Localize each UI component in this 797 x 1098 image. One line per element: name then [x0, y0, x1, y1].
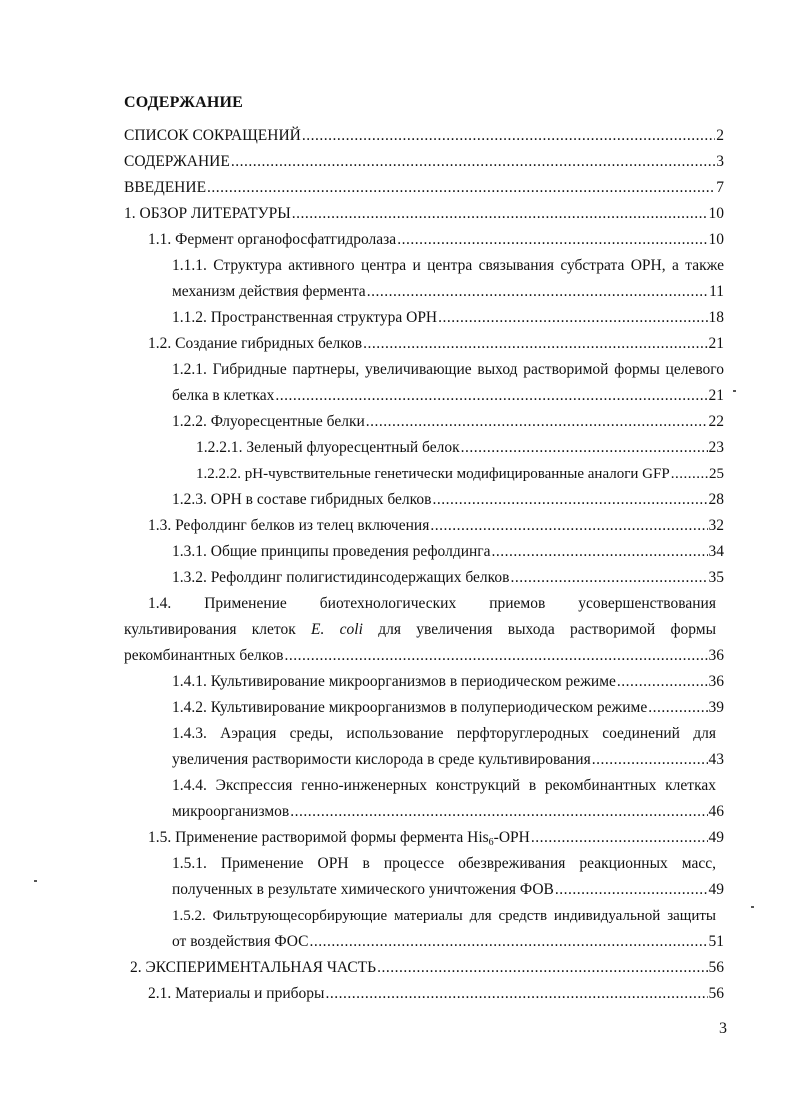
toc-entry-page: 11	[709, 283, 724, 300]
toc-entry-line[interactable]	[148, 594, 716, 614]
toc-entry[interactable]	[172, 880, 724, 900]
toc-entry[interactable]	[148, 516, 724, 536]
dot-leader	[292, 204, 708, 224]
toc-entry[interactable]	[172, 698, 724, 718]
toc-entry[interactable]	[148, 828, 724, 848]
toc-entry[interactable]	[148, 230, 724, 250]
toc-entry-page: 32	[708, 517, 724, 534]
toc-entry-title: 1.1. Фермент органофосфатгидролаза	[148, 231, 397, 248]
toc-entry-page: 2	[716, 127, 724, 144]
toc-entry[interactable]	[172, 802, 724, 822]
toc-entry[interactable]	[124, 646, 724, 666]
toc-entry-page: 46	[708, 803, 724, 820]
toc-entry[interactable]	[172, 568, 724, 588]
dot-leader	[275, 386, 707, 406]
toc-entry-title: ВВЕДЕНИЕ	[124, 179, 207, 196]
toc-entry-page: 36	[708, 647, 724, 664]
toc-entry-title-cont	[124, 620, 716, 640]
dot-leader	[510, 568, 707, 588]
toc-entry-page: 39	[708, 699, 724, 716]
toc-entry-title: 2.1. Материалы и приборы	[148, 985, 325, 1002]
toc-entry[interactable]	[172, 308, 724, 328]
dot-leader	[432, 490, 707, 510]
dot-leader	[310, 932, 708, 952]
toc-entry[interactable]	[148, 984, 724, 1004]
toc-entry-page: 10	[708, 205, 724, 222]
toc-entry-page: 7	[716, 179, 724, 196]
toc-entry-title: СПИСОК СОКРАЩЕНИЙ	[124, 127, 301, 144]
scan-speck	[34, 880, 37, 882]
page-title: СОДЕРЖАНИЕ	[124, 94, 244, 111]
dot-leader	[377, 958, 707, 978]
dot-leader	[285, 646, 708, 666]
toc-entry-title-cont: полученных в результате химического уничтожения ФОВ	[172, 881, 554, 898]
dot-leader	[231, 152, 715, 172]
toc-entry-title: 1.1.2. Пространственная структура OPH	[172, 309, 438, 326]
toc-entry-page: 35	[708, 569, 724, 586]
toc-word: усовершенствования	[578, 595, 716, 612]
toc-entry-title-cont: механизм действия фермента	[172, 283, 366, 300]
toc-entry-page: 43	[708, 751, 724, 768]
dot-leader	[325, 984, 707, 1004]
toc-entry[interactable]	[130, 958, 724, 978]
toc-entry-title: 1.4.4. Экспрессия генно-инженерных конструкций в рекомбинантных клетках	[172, 777, 716, 794]
scan-speck	[733, 390, 736, 392]
toc-entry[interactable]	[196, 438, 724, 458]
toc-entry-page: 56	[708, 985, 724, 1002]
toc-entry[interactable]	[172, 412, 724, 432]
toc-entry-page: 3	[716, 153, 724, 170]
toc-entry-page: 49	[708, 829, 724, 846]
toc-entry-title: 2. ЭКСПЕРИМЕНТАЛЬНАЯ ЧАСТЬ	[130, 959, 377, 976]
toc-entry-line[interactable]	[172, 360, 724, 380]
text-run: 1.5. Применение растворимой формы фермента His	[148, 829, 489, 846]
scan-speck	[751, 906, 754, 908]
toc-entry-title: 1. ОБЗОР ЛИТЕРАТУРЫ	[124, 205, 291, 222]
toc-entry-page: 22	[708, 413, 724, 430]
toc-entry[interactable]	[196, 464, 724, 484]
toc-entry-title: 1.4.2. Культивирование микроорганизмов в полупериодическом режиме	[172, 699, 648, 716]
toc-entry-title: 1.3. Рефолдинг белков из телец включения	[148, 517, 430, 534]
dot-leader	[430, 516, 707, 536]
toc-entry[interactable]	[172, 750, 724, 770]
toc-entry-title: 1.4.3. Аэрация среды, использование перфторуглеродных соединений для	[172, 725, 716, 742]
dot-leader	[492, 542, 708, 562]
toc-entry-title: 1.4.1. Культивирование микроорганизмов в периодическом режиме	[172, 673, 616, 690]
dot-leader	[592, 750, 708, 770]
toc-entry[interactable]	[172, 932, 724, 952]
species-name: E. coli	[311, 621, 363, 638]
text-run: -OPH	[493, 829, 530, 846]
toc-entry-title: 1.2. Создание гибридных белков	[148, 335, 363, 352]
dot-leader	[207, 178, 715, 198]
toc-entry[interactable]	[172, 386, 724, 406]
toc-entry-page: 23	[708, 439, 724, 456]
dot-leader	[366, 412, 708, 432]
dot-leader	[290, 802, 707, 822]
dot-leader	[617, 672, 708, 692]
toc-entry-title-cont: рекомбинантных белков	[124, 647, 284, 664]
toc-entry[interactable]	[124, 152, 724, 172]
dot-leader	[461, 438, 708, 458]
dot-leader	[363, 334, 707, 354]
toc-entry-page: 10	[708, 231, 724, 248]
toc-entry-title-cont: увеличения растворимости кислорода в среде культивирования	[172, 751, 591, 768]
text-run: культивирования клеток	[124, 621, 312, 638]
toc-entry-title: СОДЕРЖАНИЕ	[124, 153, 230, 170]
toc-entry[interactable]	[172, 490, 724, 510]
toc-entry-title: 1.2.2. Флуоресцентные белки	[172, 413, 365, 430]
text-run: для увеличения выхода растворимой формы	[362, 621, 716, 638]
toc-entry-page: 21	[708, 387, 724, 404]
toc-entry-line[interactable]	[172, 724, 724, 744]
dot-leader	[555, 880, 708, 900]
toc-entry-line[interactable]	[124, 620, 724, 640]
toc-entry-page: 25	[709, 466, 724, 482]
toc-entry[interactable]	[172, 282, 724, 302]
toc-entry-title-cont: белка в клетках	[172, 387, 275, 404]
toc-entry[interactable]	[172, 542, 724, 562]
toc-entry-page: 18	[708, 309, 724, 326]
toc-entry-page: 36	[708, 673, 724, 690]
toc-entry-title: 1.2.3. OPH в составе гибридных белков	[172, 491, 432, 508]
toc-entry-line[interactable]	[172, 256, 724, 276]
dot-leader	[648, 698, 707, 718]
toc-entry[interactable]	[124, 126, 724, 146]
toc-entry-title: 1.5.2. Фильтрующесорбирующие материалы для средств индивидуальной защиты	[172, 908, 716, 924]
toc-word: 1.4.	[148, 595, 172, 612]
toc-word: биотехнологических	[319, 595, 457, 612]
toc-word: Применение	[204, 595, 287, 612]
toc-entry-page: 21	[708, 335, 724, 352]
toc-entry-title-cont: микроорганизмов	[172, 803, 290, 820]
toc-entry-title: 1.2.2.1. Зеленый флуоресцентный белок	[196, 439, 460, 456]
toc-entry-page: 49	[708, 881, 724, 898]
toc-entry-title: 1.2.2.2. pH-чувствительные генетически модифицированные аналоги GFP	[196, 466, 670, 482]
dot-leader	[438, 308, 707, 328]
toc-entry-page: 28	[708, 491, 724, 508]
toc-entry-line[interactable]	[172, 854, 724, 874]
toc-entry-page: 56	[708, 959, 724, 976]
toc-entry[interactable]	[148, 334, 724, 354]
toc-entry-line[interactable]	[172, 776, 724, 796]
toc-entry-page: 51	[708, 933, 724, 950]
toc-entry[interactable]	[124, 178, 724, 198]
toc-entry[interactable]	[124, 204, 724, 224]
toc-entry-title-cont: от воздействия ФОС	[172, 933, 309, 950]
toc-entry-page: 34	[708, 543, 724, 560]
dot-leader	[671, 464, 708, 484]
toc-word: приемов	[489, 595, 546, 612]
subscript: 6	[488, 837, 494, 848]
dot-leader	[367, 282, 708, 302]
dot-leader	[302, 126, 715, 146]
toc-entry-title: 1.3.2. Рефолдинг полигистидинсодержащих белков	[172, 569, 510, 586]
dot-leader	[397, 230, 707, 250]
toc-entry[interactable]	[172, 672, 724, 692]
toc-entry-title	[148, 828, 530, 848]
toc-entry-title: 1.3.1. Общие принципы проведения рефолдинга	[172, 543, 491, 560]
toc-entry-title: 1.5.1. Применение OPH в процессе обезвреживания реакционных масс,	[172, 855, 716, 872]
toc-entry-title: 1.2.1. Гибридные партнеры, увеличивающие выход растворимой формы целевого	[172, 361, 724, 378]
page-number: 3	[719, 1020, 727, 1037]
toc-entry-line[interactable]	[172, 906, 724, 926]
dot-leader	[531, 828, 708, 848]
toc-entry-title: 1.1.1. Структура активного центра и центра связывания субстрата OPH, а также	[172, 257, 724, 274]
